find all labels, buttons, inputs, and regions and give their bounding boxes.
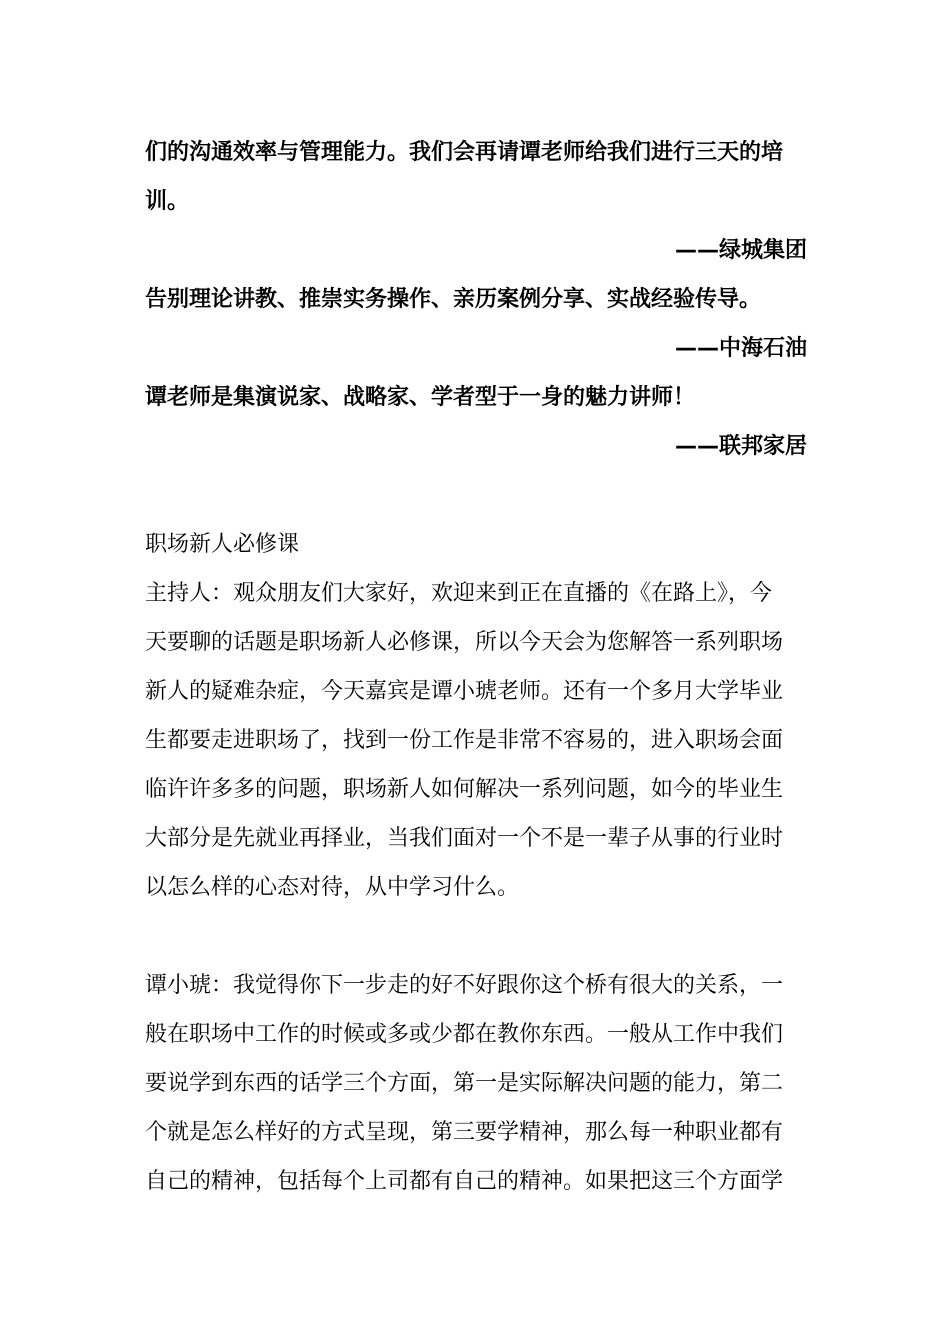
host-line: 新人的疑难杂症，今天嘉宾是谭小琥老师。还有一个多月大学毕业 [145,679,784,704]
spacer [145,912,807,961]
host-line: 天要聊的话题是职场新人必修课，所以今天会为您解答一系列职场 [145,630,784,655]
testimonial-1-line-1: 们的沟通效率与管理能力。我们会再请谭老师给我们进行三天的培 [145,140,784,165]
guest-line: 自己的精神，包括每个上司都有自己的精神。如果把这三个方面学 [145,1169,784,1194]
testimonial-1-line-2: 训。 [145,189,190,214]
guest-line: 般在职场中工作的时候或多或少都在教你东西。一般从工作中我们 [145,1022,784,1047]
article-title: 职场新人必修课 [145,532,300,557]
spacer [145,471,807,520]
guest-line: 谭小琥：我觉得你下一步走的好不好跟你这个桥有很大的关系，一 [145,973,784,998]
host-line: 生都要走进职场了，找到一份工作是非常不容易的，进入职场会面 [145,728,784,753]
host-line: 临许许多多的问题，职场新人如何解决一系列问题，如今的毕业生 [145,777,784,802]
testimonial-3-line-1: 谭老师是集演说家、战略家、学者型于一身的魅力讲师！ [145,385,696,410]
host-line: 主持人：观众朋友们大家好，欢迎来到正在直播的《在路上》，今 [145,581,773,606]
host-paragraph [145,569,807,912]
guest-line: 要说学到东西的话学三个方面，第一是实际解决问题的能力，第二 [145,1071,784,1096]
testimonial-1-source: ——绿城集团 [674,238,807,263]
testimonial-3-source: ——联邦家居 [674,434,807,459]
document-page [145,128,807,1206]
host-line: 以怎么样的心态对待，从中学习什么。 [145,875,520,900]
guest-paragraph [145,961,807,1206]
host-line: 大部分是先就业再择业，当我们面对一个不是一辈子从事的行业时 [145,826,784,851]
testimonial-2-line-1: 告别理论讲教、推崇实务操作、亲历案例分享、实战经验传导。 [145,287,762,312]
testimonial-2-source: ——中海石油 [674,336,807,361]
guest-line: 个就是怎么样好的方式呈现，第三要学精神，那么每一种职业都有 [145,1120,784,1145]
